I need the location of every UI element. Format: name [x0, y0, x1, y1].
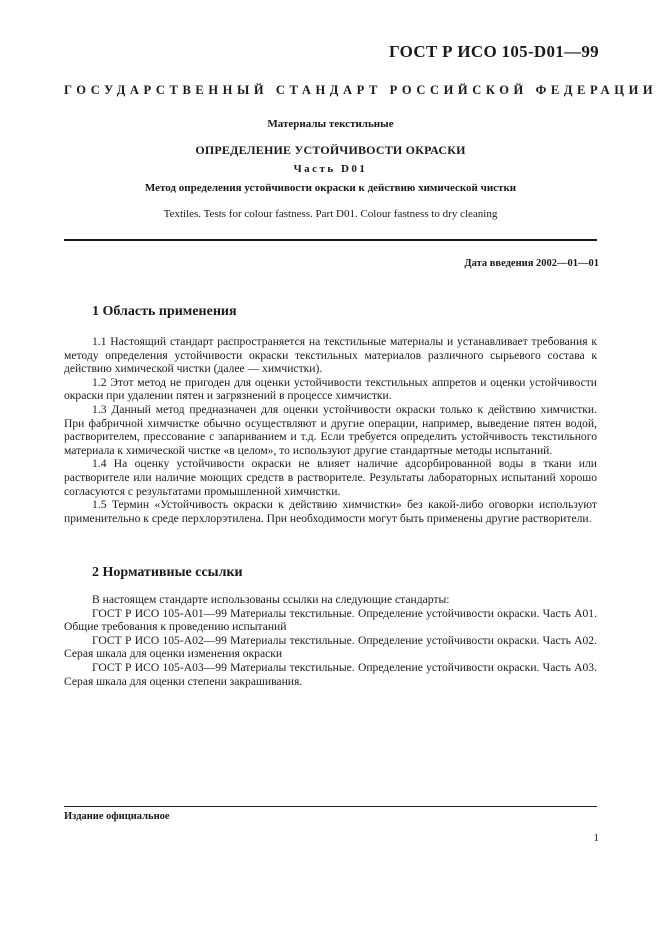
footer-divider	[64, 806, 597, 807]
government-standard-header: ГОСУДАРСТВЕННЫЙ СТАНДАРТ РОССИЙСКОЙ ФЕДЕРАЦИИ	[64, 83, 658, 97]
document-title: ОПРЕДЕЛЕНИЕ УСТОЙЧИВОСТИ ОКРАСКИ	[195, 143, 466, 157]
paragraph-1-3: 1.3 Данный метод предназначен для оценки устойчивости окраски только к действию химчистки. При фабричной химчистке обычно осуществляют и другие операции, например, выведение пятен водой, растворителем, прессование с запариванием и т.д. Если требуется определить устойчивость текстильного материала к химической чистке «в целом», то используют другие стандартные методы испытаний.	[64, 402, 597, 457]
paragraph-1-4: 1.4 На оценку устойчивости окраски не влияет наличие адсорбированной воды в ткани или растворителе или наличие моющих средств в растворителе. Результаты лабораторных испытаний хорошо согласуются с результатами промышленной химчистки.	[64, 457, 597, 498]
document-code: ГОСТ Р ИСО 105-D01—99	[388, 42, 599, 61]
references-intro: В настоящем стандарте использованы ссылки на следующие стандарты:	[92, 593, 450, 606]
section-2-heading: 2 Нормативные ссылки	[92, 565, 243, 580]
reference-a01: ГОСТ Р ИСО 105-А01—99 Материалы текстильные. Определение устойчивости окраски. Часть А01. Общие требования к проведению испытаний	[64, 606, 597, 634]
reference-a02: ГОСТ Р ИСО 105-А02—99 Материалы текстильные. Определение устойчивости окраски. Часть А02. Серая шкала для оценки изменения окраски	[64, 633, 597, 661]
section-2-body	[64, 593, 597, 688]
section-1-heading: 1 Область применения	[92, 304, 237, 319]
english-title: Textiles. Tests for colour fastness. Part D01. Colour fastness to dry cleaning	[163, 208, 498, 220]
paragraph-1-2: 1.2 Этот метод не пригоден для оценки устойчивости текстильных аппретов и оценки устойчивости окраски при удалении пятен и загрязнений в процессе химчистки.	[64, 375, 597, 403]
section-1-body	[64, 335, 597, 525]
introduction-date: Дата введения 2002—01—01	[464, 258, 599, 269]
paragraph-1-1: 1.1 Настоящий стандарт распространяется на текстильные материалы и устанавливает требования к методу определения устойчивости окраски текстильных материалов различного сырьевого состава к действию химической чистки (далее — химчистки).	[64, 335, 597, 376]
title-divider	[64, 239, 597, 241]
subject-line: Материалы текстильные	[267, 118, 394, 130]
paragraph-1-5: 1.5 Термин «Устойчивость окраски к действию химчистки» без какой-либо оговорки используют применительно к среде перхлорэтилена. При необходимости могут быть применены другие растворители.	[64, 498, 597, 525]
part-label: Часть D01	[293, 163, 368, 175]
page-number: 1	[593, 832, 599, 844]
document-subtitle: Метод определения устойчивости окраски к действию химической чистки	[144, 182, 517, 194]
reference-a03: ГОСТ Р ИСО 105-А03—99 Материалы текстильные. Определение устойчивости окраски. Часть А03. Серая шкала для оценки степени закрашивания.	[64, 660, 597, 688]
official-edition-label: Издание официальное	[64, 811, 170, 822]
